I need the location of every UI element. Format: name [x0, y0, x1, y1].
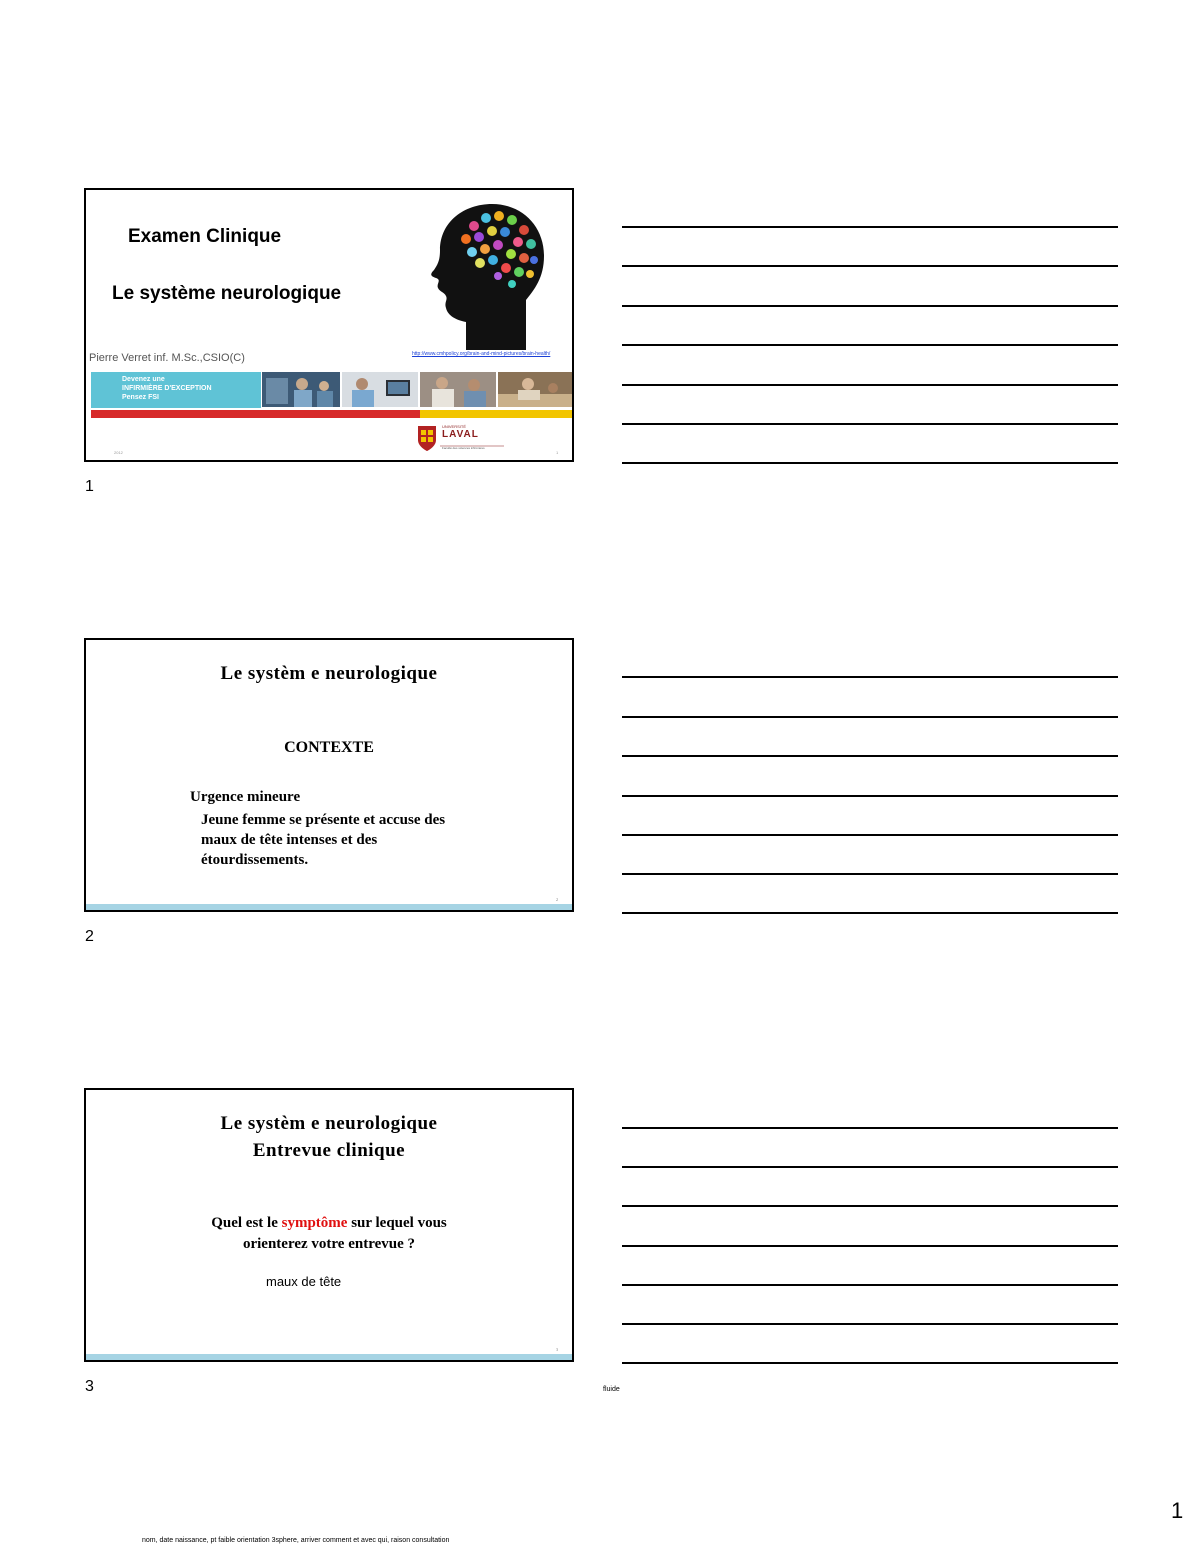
highlight-symptom: symptôme	[281, 1215, 348, 1231]
slide-1	[84, 188, 574, 462]
notes-line	[622, 265, 1118, 267]
notes-line	[622, 1127, 1118, 1129]
notes-line	[622, 873, 1118, 875]
nursing-photo-3	[420, 372, 496, 407]
slide-2-page: 2	[556, 897, 558, 902]
nursing-photo-2	[342, 372, 418, 407]
notes-line	[622, 834, 1118, 836]
notes-line	[622, 1245, 1118, 1247]
logo-text: LAVAL	[442, 429, 479, 440]
slide-3-page: 3	[556, 1347, 558, 1352]
slide-1-subtitle: Le système neurologique	[112, 283, 342, 304]
accent-bar-red	[91, 410, 420, 418]
slide-number-3: 3	[85, 1378, 94, 1395]
slide-footer-date: 2012	[114, 450, 123, 455]
author-credit: Pierre Verret inf. M.Sc.,CSIO(C)	[89, 352, 245, 364]
nursing-photo-4	[498, 372, 572, 407]
notes-line	[622, 1205, 1118, 1207]
handwritten-note: fluide	[603, 1386, 620, 1393]
slide-2	[84, 638, 574, 912]
slide-3	[84, 1088, 574, 1362]
notes-line	[622, 676, 1118, 678]
slide-2-heading: Le systèm e neurologique	[220, 663, 438, 684]
slide-3-question: Quel est le symptôme sur lequel vous orienterez votre entrevue ?	[211, 1215, 447, 1252]
slide-2-label: Urgence mineure	[190, 789, 301, 805]
notes-line	[622, 755, 1118, 757]
logo-small-text: UNIVERSITÉ	[442, 424, 467, 429]
notes-line	[622, 423, 1118, 425]
notes-line	[622, 912, 1118, 914]
notes-line	[622, 1284, 1118, 1286]
notes-line	[622, 716, 1118, 718]
slide-number-1: 1	[85, 478, 94, 495]
notes-line	[622, 226, 1118, 228]
nursing-photo-1	[262, 372, 340, 407]
image-source-link[interactable]: http://www.cmhpolicy.org/brain-and-mind-pictures/brain-health/	[412, 351, 551, 357]
notes-line	[622, 1323, 1118, 1325]
slide-3-subheading: Entrevue clinique	[252, 1140, 406, 1161]
logo-caption: Faculté des sciences infirmières	[442, 446, 485, 450]
slide-1-title: Examen Clinique	[128, 226, 282, 247]
slide-bottom-bar	[86, 904, 572, 910]
notes-line	[622, 462, 1118, 464]
slide-2-subheading: CONTEXTE	[284, 739, 374, 756]
slide-2-body: Jeune femme se présente et accuse des maux de tête intenses et des étourdissements.	[201, 812, 446, 868]
banner-text: Devenez une INFIRMIÈRE D'EXCEPTION Pensez FSI	[122, 376, 212, 401]
slide-3-heading: Le systèm e neurologique	[220, 1113, 438, 1134]
slide-footer-page: 1	[556, 450, 559, 455]
notes-line	[622, 344, 1118, 346]
brain-head-image	[426, 204, 544, 350]
notes-line	[622, 305, 1118, 307]
notes-line	[622, 384, 1118, 386]
slide-number-2: 2	[85, 928, 94, 945]
notes-line	[622, 1166, 1118, 1168]
notes-line	[622, 1362, 1118, 1364]
footer-note: nom, date naissance, pt faible orientation 3sphere, arriver comment et avec qui, raison consultation	[142, 1537, 450, 1544]
slide-bottom-bar	[86, 1354, 572, 1360]
accent-bar-yellow	[420, 410, 572, 418]
slide-3-answer: maux de tête	[266, 1274, 342, 1289]
page-number: 1	[1171, 1498, 1184, 1523]
notes-line	[622, 795, 1118, 797]
